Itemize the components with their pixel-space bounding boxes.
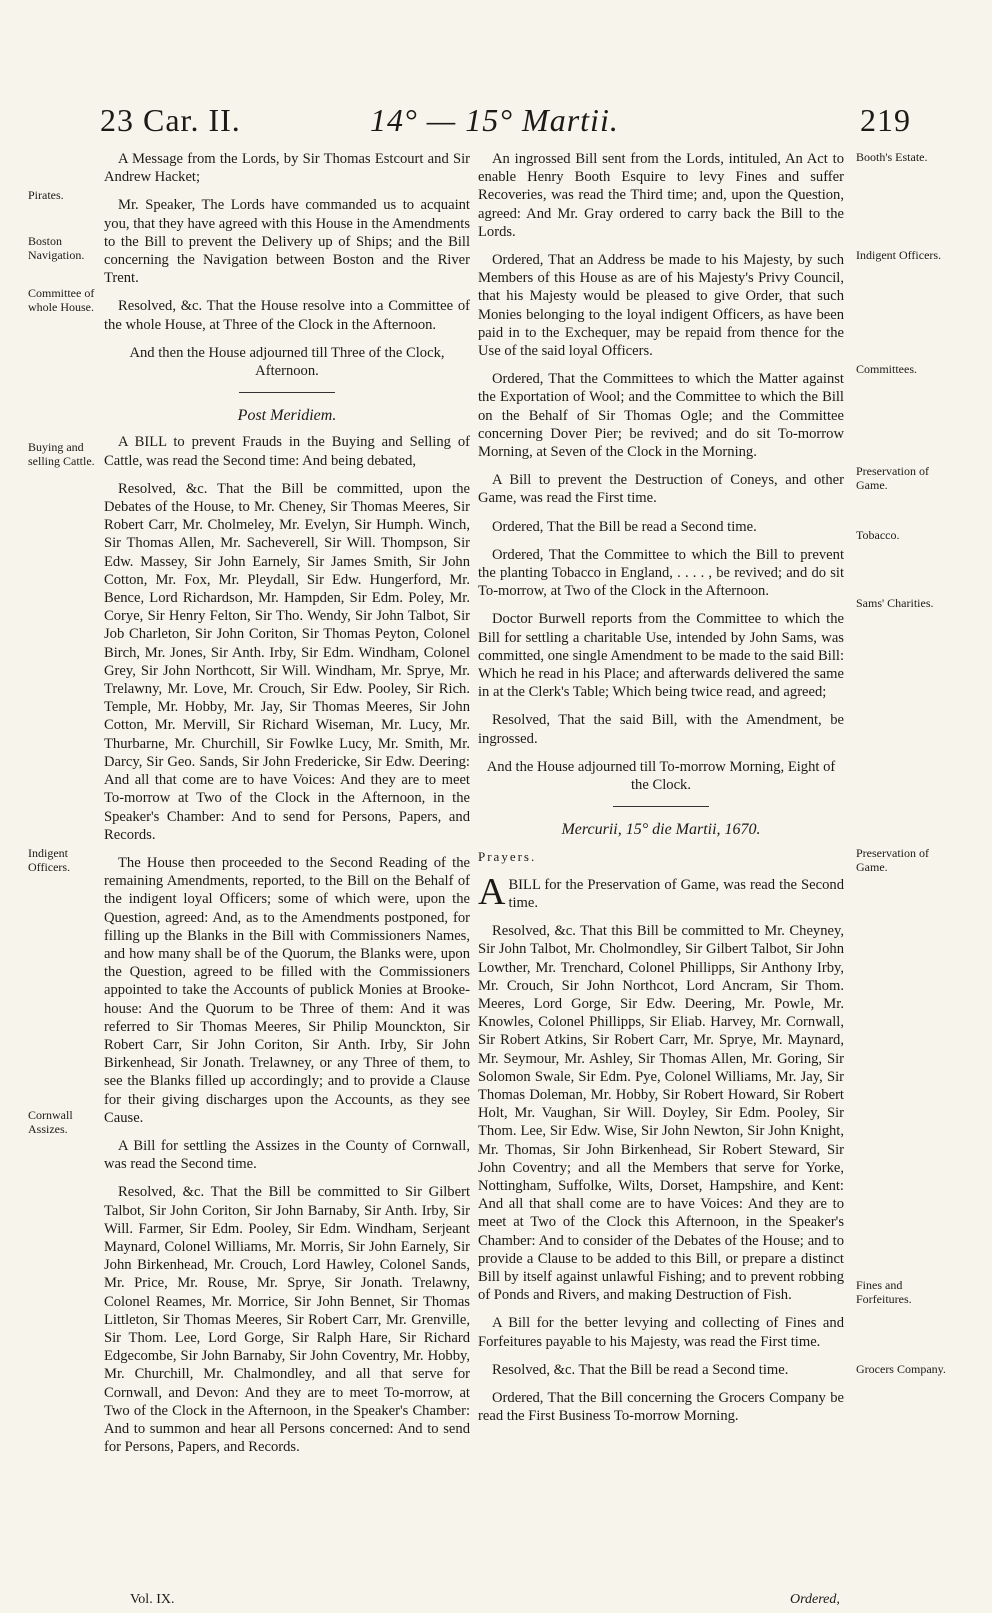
- section-rule: [613, 806, 709, 807]
- margin-note: Preservation of Game.: [856, 464, 929, 492]
- paragraph: An ingrossed Bill sent from the Lords, intituled, An Act to enable Henry Booth Esquire to levy Fines and suffer Recoveries, was read the Third time; and, upon the Question, agreed: And Mr. Gray ordered to carry back the Bill to the Lords.: [478, 151, 844, 240]
- date-heading: Mercurii, 15° die Martii, 1670.: [561, 821, 761, 839]
- paragraph: The House then proceeded to the Second Reading of the remaining Amendments, reported, to the Bill on the Behalf of the indigent loyal Officers; some of which were, upon the Question, agreed: And, as to the Amendments postponed, for filling up the Blanks in the Bill with Commissioners Names, and how many shall be of the Quorum, the Blanks were, upon the Question, agreed to be filled with the Commissioners appointed to take the Accounts of publick Monies at Brooke-house: And the Quorum to be Three of them: And it was referred to Sir Thomas Meeres, Sir Philip Mounckton, Sir Robert Carr, Sir John Coriton, Sir Anth. Irby, Sir John Birkenhead, Sir Jonath. Trelawney, or any Three of them, to see the Blanks filled up accordingly; and to provide a Clause for their giving discharges upon the Accounts, as they see Cause.: [104, 854, 470, 1126]
- paragraph: A Bill for settling the Assizes in the County of Cornwall, was read the Second time.: [104, 1137, 470, 1173]
- paragraph: Ordered, That the Committee to which the Bill to prevent the planting Tobacco in England, . . . . , be revived; and do sit To-morrow, at Two of the Clock in the Afternoon.: [478, 546, 844, 600]
- paragraph: Doctor Burwell reports from the Committee to which the Bill for settling a charitable Use, intended by John Sams, was committed, one single Amendment to be made to the said Bill: Which he read in his Place; and afterwards delivered the same in at the Clerk's Table; Which being twice read, and agreed;: [478, 611, 844, 701]
- margin-note: Grocers Company.: [856, 1362, 946, 1376]
- left-column: [104, 150, 470, 1466]
- margin-note: Preservation of Game.: [856, 846, 929, 874]
- paragraph: Resolved, &c. That this Bill be committed to Mr. Cheyney, Sir John Talbot, Mr. Cholmondley, Sir Gilbert Talbot, Sir John Lowther, Mr. Trenchard, Colonel Phillipps, Sir Anthony Irby, Mr. Crouch, Sir John Northcot, Lord Ancram, Sir Thom. Meeres, Lord Gorge, Sir Edw. Deering, Mr. Powle, Mr. Knowles, Colonel Phillipps, Sir Eliab. Harvey, Mr. Cornwall, Sir Robert Atkins, Sir Robert Carr, Mr. Sprye, Mr. Maynard, Mr. Seymour, Mr. Ashley, Sir Thomas Allen, Mr. Goring, Sir Solomon Swale, Sir Edm. Pye, Colonel Williams, Mr. Jay, Sir Thomas Doleman, Mr. Hobby, Sir Robert Howard, Sir Robert Holt, Mr. Vaughan, Sir Will. Doyley, Sir Edm. Pooley, Sir Thom. Lee, Sir Edw. Wise, Sir John Newton, Sir John Knight, Mr. Thomas, Sir John Birkenhead, Sir Robert Steward, Sir John Coventry; and all the Members that serve for Yorke, Nottingham, Suffolke, Wilts, Dorset, Hampshire, and Kent: And all that shall come are to have Voices: And they are to meet at Two of the Clock this Afternoon, in the Speaker's Chamber: And to consider of the Debates of the House; and to provide a Clause to be added to this Bill, or prepare a distinct Bill by itself against unlawful Fishing; and to prevent robbing of Ponds and Rivers, and making Destruction of Fish.: [478, 923, 844, 1304]
- running-head-regnal-year: 23 Car. II.: [100, 102, 241, 138]
- margin-note: Committees.: [856, 362, 917, 376]
- paragraph: Resolved, That the said Bill, with the Amendment, be ingrossed.: [478, 712, 844, 747]
- section-heading: Post Meridiem.: [237, 407, 337, 425]
- margin-note: Cornwall Assizes.: [28, 1108, 73, 1136]
- margin-note: Committee of whole House.: [28, 286, 95, 314]
- paragraph: Resolved, &c. That the Bill be committed, upon the Debates of the House, to Mr. Cheney, Sir Thomas Meeres, Sir Robert Carr, Mr. Cholmeley, Mr. Evelyn, Sir Humph. Winch, Sir Thomas Allen, Mr. Sacheverell, Sir Will. Thompson, Sir Edw. Massey, Sir John Earnely, Sir James Smith, Sir John Cotton, Mr. Fox, Mr. Pleydall, Sir Edw. Hungerford, Mr. Bence, Lord Richardson, Mr. Hampden, Sir Edm. Poley, Mr. Corye, Sir Henry Felton, Sir Tho. Wendy, Sir John Talbot, Sir Job Charleton, Sir John Coriton, Sir Thomas Peyton, Colonel Birch, Mr. Jones, Sir Anth. Irby, Sir Edm. Windham, Colonel Grey, Sir John Northcott, Sir Will. Windham, Mr. Sprye, Mr. Trelawny, Mr. Love, Mr. Crouch, Sir Edw. Pooley, Sir Rich. Temple, Mr. Hobby, Mr. Jay, Sir Thomas Meeres, Sir John Cotton, Mr. Mervill, Sir Richard Wiseman, Mr. Lucy, Mr. Thurbarne, Mr. Churchill, Sir Fowlke Lucy, Mr. Smith, Mr. Darcy, Sir Geo. Sands, Sir John Fredericke, Sir Edw. Deering: And all that come are to have Voices: And they are to meet To-morrow at Two of the Clock in the Afternoon, in the Speaker's Chamber: And to send for Persons, Papers, and Records.: [104, 480, 470, 843]
- margin-note: Sams' Charities.: [856, 596, 934, 610]
- paragraph: Ordered, That the Bill concerning the Grocers Company be read the First Business To-morrow Morning.: [478, 1389, 844, 1425]
- paragraph: A Message from the Lords, by Sir Thomas Estcourt and Sir Andrew Hacket;: [104, 151, 470, 186]
- paragraph: A BILL to prevent Frauds in the Buying and Selling of Cattle, was read the Second time: And being debated,: [104, 434, 470, 469]
- paragraph: Resolved, &c. That the Bill be read a Second time.: [492, 1361, 789, 1378]
- paragraph: Mr. Speaker, The Lords have commanded us to acquaint you, that they have agreed with this House in the Amendments to the Bill to prevent the Delivery up of Ships; and the Bill concerning the Navigation between Boston and the River Trent.: [104, 197, 470, 287]
- paragraph: A Bill for the better levying and collecting of Fines and Forfeitures payable to his Majesty, was read the First time.: [478, 1315, 844, 1350]
- paragraph: A Bill to prevent the Destruction of Coneys, and other Game, was read the First time.: [478, 472, 844, 507]
- section-rule: [239, 392, 335, 393]
- paragraph: Resolved, &c. That the House resolve into a Committee of the whole House, at Three of the Clock in the Afternoon.: [104, 298, 470, 333]
- margin-note: Booth's Estate.: [856, 150, 928, 164]
- catchword: Ordered,: [790, 1592, 840, 1607]
- paragraph: Resolved, &c. That the Bill be committed to Sir Gilbert Talbot, Sir John Coriton, Sir John Barnaby, Sir Anth. Irby, Sir Will. Farmer, Sir Edm. Pooley, Sir Edm. Windham, Serjeant Maynard, Colonel Williams, Mr. Morris, Sir John Earnely, Sir John Birkenhead, Mr. Crouch, Lord Hawley, Colonel Sands, Mr. Price, Mr. Rouse, Mr. Sprye, Sir Jonath. Trelawny, Colonel Reames, Mr. Morrice, Sir John Bennet, Sir Thomas Littleton, Sir Thomas Meeres, Sir Robert Carr, Mr. Grenville, Sir Thom. Lee, Lord Gorge, Sir Ralph Hare, Sir Richard Edgecombe, Sir John Barnaby, Sir John Coventry, Mr. Hobby, Mr. Churchill, Mr. Chalmondley, and all that serve for Cornwall, and Devon: And they are to meet To-morrow, at Two of the Clock in the Afternoon, in the Speaker's Chamber: And to summon and hear all Persons concerned: And to send for Persons, Papers, and Records.: [104, 1184, 470, 1456]
- margin-note: Fines and Forfeitures.: [856, 1278, 912, 1306]
- prayers-label: Prayers.: [478, 848, 537, 864]
- margin-note: Indigent Officers.: [28, 846, 71, 874]
- margin-note: Boston Navigation.: [28, 234, 85, 262]
- page-number: 219: [860, 102, 911, 138]
- paragraph: Ordered, That an Address be made to his Majesty, by such Members of this House as are of his Majesty's Privy Council, that his Majesty would be pleased to give Order, that such Monies belonging to the loyal indigent Officers, as have been paid in to the Exchequer, may be repaid from thence for the Use of the said loyal Officers.: [478, 252, 844, 360]
- margin-note: Indigent Officers.: [856, 248, 942, 262]
- paragraph: ABILL for the Preservation of Game, was read the Second time.: [478, 870, 844, 913]
- paragraph: Ordered, That the Bill be read a Second time.: [492, 518, 757, 535]
- adjournment-note: And then the House adjourned till Three of the Clock, Afternoon.: [129, 344, 445, 380]
- paragraph: Ordered, That the Committees to which the Matter against the Exportation of Wool; and the Committee to which the Bill on the Behalf of Sir Thomas Ogle; and the Committee concerning Dover Pier; be revived; and do sit To-morrow Morning, at Seven of the Clock in the Morning.: [478, 371, 844, 461]
- volume-signature: Vol. IX.: [130, 1592, 175, 1607]
- margin-note: Tobacco.: [856, 528, 900, 542]
- margin-note: Pirates.: [28, 188, 64, 202]
- adjournment-note: And the House adjourned till To-morrow Morning, Eight of the Clock.: [486, 758, 836, 794]
- running-head-dates: 14° — 15° Martii.: [370, 102, 619, 138]
- right-column: [478, 150, 844, 1435]
- margin-note: Buying and selling Cattle.: [28, 440, 95, 468]
